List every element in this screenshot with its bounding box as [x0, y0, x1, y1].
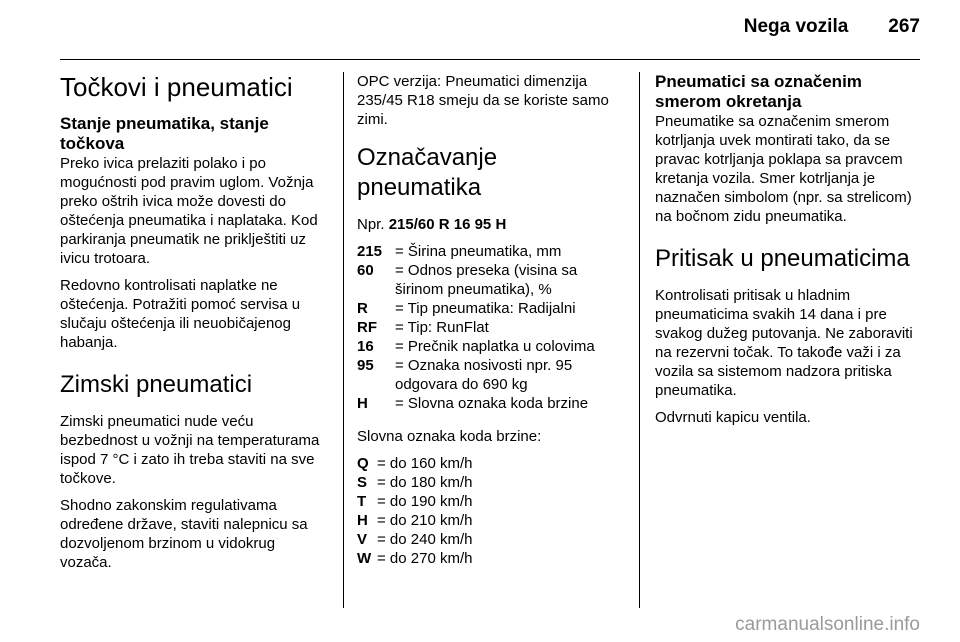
speed-code-title: Slovna oznaka koda brzine: [357, 428, 542, 445]
code-key: RF [357, 319, 377, 336]
code-key: H [357, 512, 368, 529]
paragraph: Odvrnuti kapicu ventila. [655, 409, 811, 426]
code-value: = do 210 km/h [377, 512, 473, 529]
column-divider-1 [343, 72, 344, 608]
code-value: = do 190 km/h [377, 493, 473, 510]
paragraph: Zimski pneumatici nude veću bezbednost u vožnji na temperaturama ispod 7 °C i zato ih treba staviti na sve točkove. [60, 413, 320, 487]
code-key: 16 [357, 338, 374, 355]
paragraph: Kontrolisati pritisak u hladnim pneumaticima svakih 14 dana i pre svakog dužeg putovanja. Ne zaboraviti na rezervni točak. To takođe važi i za vozila sa sistemom nadzora pritiska pneumatika. [655, 287, 913, 399]
watermark: carmanualsonline.info [735, 614, 920, 635]
paragraph: Redovno kontrolisati naplatke ne oštećenja. Potražiti pomoć servisa u slučaju oštećenja ili neuobičajenog habanja. [60, 277, 301, 351]
code-key: 215 [357, 243, 383, 260]
example-code: 215/60 R 16 95 H [388, 216, 507, 233]
code-key: S [357, 474, 368, 491]
code-key: 95 [357, 357, 374, 374]
page-number: 267 [888, 16, 920, 37]
example-line [357, 215, 627, 234]
heading-wheels-tyres: Točkovi i pneumatici [60, 72, 293, 102]
code-list [357, 242, 627, 413]
header-rule [60, 59, 920, 60]
code-key: H [357, 395, 368, 412]
paragraph: Preko ivica prelaziti polako i po mogućnosti pod pravim uglom. Vožnja preko oštrih ivica može dovesti do oštećenja pneumatika i naplataka. Kod parkiranja pneumatik ne priklještiti uz ivicu trotoara. [60, 155, 318, 267]
code-value: = do 160 km/h [377, 455, 473, 472]
code-key: T [357, 493, 367, 510]
column-1 [60, 72, 330, 580]
code-value: = Tip pneumatika: Radijalni [395, 300, 576, 317]
subheading-directional-tyres: Pneumatici sa označenim smerom okretanja [655, 72, 862, 111]
paragraph: Shodno zakonskim regulativama određene države, staviti nalepnicu sa dozvoljenom brzinom u vidokrug vozača. [60, 497, 308, 571]
paragraph: Pneumatike sa označenim smerom kotrljanja uvek montirati tako, da se pravac kotrljanja poklapa sa pravcem kretanja vozila. Smer kotrljanja je naznačen simbolom (npr. sa strelicom) na bočnom zidu pneumatika. [655, 113, 912, 225]
example-prefix: Npr. [357, 216, 389, 233]
code-value: = Prečnik naplatka u colovima [395, 338, 595, 355]
column-2 [357, 72, 627, 568]
heading-tyre-pressure: Pritisak u pneumaticima [655, 245, 910, 272]
code-key: 60 [357, 262, 374, 279]
code-value: = do 240 km/h [377, 531, 473, 548]
heading-tyre-designations: Označavanje pneumatika [357, 144, 498, 201]
code-value: = Oznaka nosivosti npr. 95 odgovara do 690 kg [395, 357, 573, 393]
heading-winter-tyres: Zimski pneumatici [60, 371, 253, 398]
code-key: R [357, 300, 368, 317]
code-value: = Tip: RunFlat [395, 319, 489, 336]
code-key: W [357, 550, 372, 567]
code-value: = Odnos preseka (visina sa širinom pneumatika), % [395, 262, 578, 298]
code-value: = do 270 km/h [377, 550, 473, 567]
speed-list [357, 454, 627, 568]
subheading-tyre-condition: Stanje pneumatika, stanje točkova [60, 114, 269, 153]
column-divider-2 [639, 72, 640, 608]
section-title: Nega vozila [743, 16, 849, 37]
paragraph: OPC verzija: Pneumatici dimenzija 235/45 R18 smeju da se koriste samo zimi. [357, 73, 609, 128]
code-key: V [357, 531, 368, 548]
code-value: = do 180 km/h [377, 474, 473, 491]
page-header [744, 16, 920, 38]
code-value: = Širina pneumatika, mm [395, 243, 562, 260]
code-key: Q [357, 455, 369, 472]
code-value: = Slovna oznaka koda brzine [395, 395, 589, 412]
column-3 [655, 72, 923, 435]
